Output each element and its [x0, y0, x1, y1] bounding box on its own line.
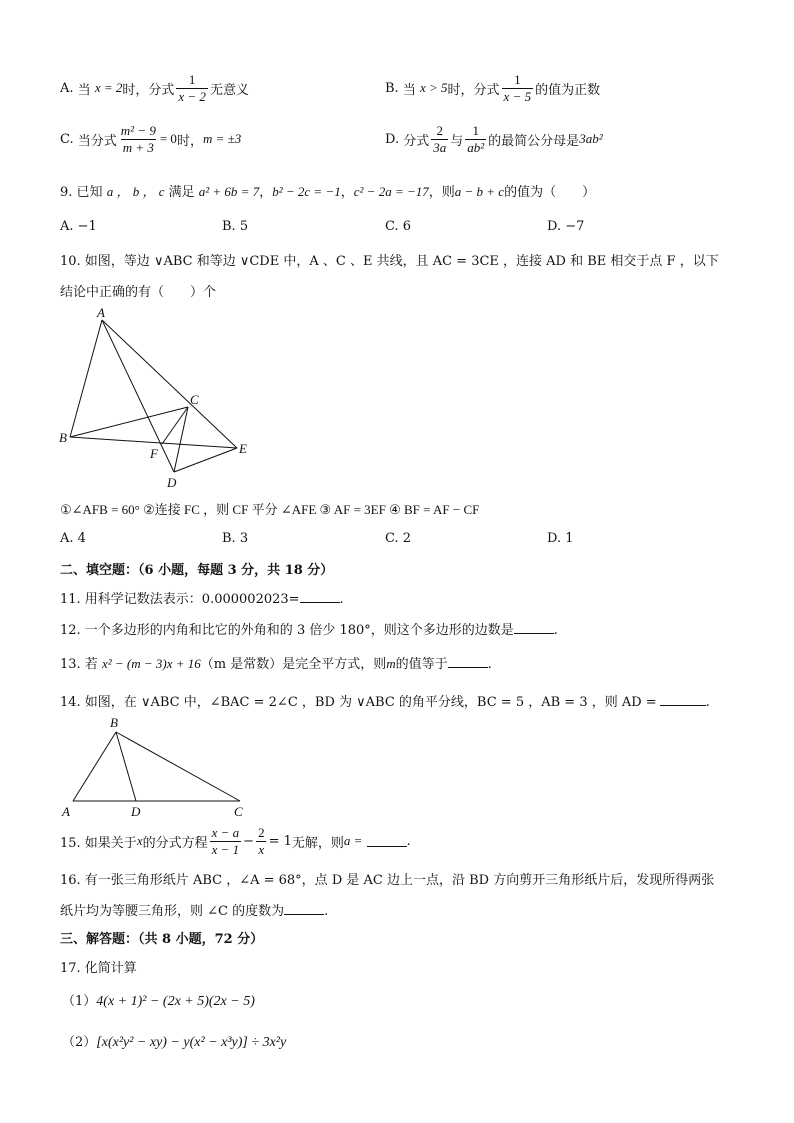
segment-ab: [73, 732, 116, 801]
answer-blank: [660, 694, 706, 706]
vertex-label-b: B: [110, 715, 118, 730]
vertex-label-d: D: [131, 804, 141, 819]
vertex-label-a: A: [97, 305, 105, 320]
segment-ae: [102, 320, 237, 448]
q15: 15. 如果关于 x 的分式方程 $\frac{x - a}{x - 1}$ − $\frac{2}{x}$ = 1 无解，则 a = .: [60, 824, 411, 857]
q10-option: B. 3: [222, 531, 249, 546]
q9-option: D. −7: [547, 219, 585, 234]
option-label: C.: [60, 131, 74, 147]
q10-stem-line1: 10. 如图，等边 ∨ABC 和等边 ∨CDE 中，A 、C 、E 共线，且 AC = 3CE ，连接 AD 和 BE 相交于点 F ，以下: [60, 254, 719, 269]
vertex-label-a: A: [62, 804, 70, 819]
vertex-label-c: C: [234, 804, 243, 819]
section-title-solve: 三、解答题：（共 8 小题，72 分）: [60, 932, 264, 947]
q13: 13. 若 x² − (m − 3)x + 16（m 是常数）是完全平方式，则m的值等于 .: [60, 656, 492, 672]
fraction: $\frac{\text{m² − 9}}{m + 3}$: [120, 122, 156, 155]
answer-blank: [448, 656, 488, 668]
q10-triangle-figure: [55, 305, 260, 490]
segment-ab: [70, 320, 102, 437]
vertex-label-d: D: [167, 475, 177, 490]
segment-bc: [116, 732, 240, 801]
vertex-label-e: E: [239, 441, 247, 456]
q9-option: C. 6: [385, 219, 412, 234]
fraction: $\frac{1}{x - 2}$: [178, 71, 206, 104]
q8-option-c: C. 当分式 $\frac{\text{m² − 9}}{m + 3}$ = 0 时， m = ±3: [60, 122, 242, 155]
q9-option: A. −1: [60, 219, 97, 234]
option-label: B.: [385, 80, 399, 96]
q9-option: B. 5: [222, 219, 249, 234]
segment-ad: [102, 320, 174, 472]
q17-title: 17. 化简计算: [60, 961, 137, 976]
fraction: $\frac{1}{x - 5}$: [503, 71, 532, 104]
q14: 14. 如图，在 ∨ABC 中，∠BAC = 2∠C ，BD 为 ∨ABC 的角平分线，BC = 5 ，AB = 3 ，则 AD = .: [60, 695, 710, 710]
q8-option-b: B. 当 x > 5 时，分式 $\frac{1}{x - 5}$ 的值为正数: [385, 71, 601, 104]
vertex-label-f: F: [150, 446, 158, 461]
q8-option-d: D. 分式 $\frac{2}{3a}$ 与 $\frac{1}{\text{ab²}}$ 的最简公分母是 3ab²: [385, 122, 603, 155]
fraction: $\frac{x - a}{x - 1}$: [211, 824, 240, 857]
q17-part2: （2）[x(x²y² − xy) − y(x² − x³y)] ÷ 3x²y: [62, 1035, 287, 1050]
fraction: $\frac{2}{x}$: [258, 824, 265, 857]
fraction: $\frac{1}{\text{ab²}}$: [467, 122, 485, 155]
section-title-fill-in: 二、填空题：（6 小题，每题 3 分，共 18 分）: [60, 563, 334, 578]
q16-line1: 16. 有一张三角形纸片 ABC ，∠A = 68°，点 D 是 AC 边上一点，沿 BD 方向剪开三角形纸片后，发现所得两张: [60, 873, 715, 888]
answer-blank: [300, 591, 340, 603]
segment-de: [174, 448, 237, 472]
q17-part1: （1）4(x + 1)² − (2x + 5)(2x − 5): [62, 994, 255, 1009]
answer-blank: [367, 835, 407, 847]
option-label: A.: [60, 80, 74, 96]
q12: 12. 一个多边形的内角和比它的外角和的 3 倍少 180°，则这个多边形的边数是 .: [60, 623, 558, 638]
answer-blank: [284, 903, 324, 915]
q11: 11. 用科学记数法表示：0.000002023= .: [60, 592, 344, 607]
q10-stem-line2: 结论中正确的有（ ）个: [60, 285, 217, 300]
fraction: $\frac{2}{3a}$: [433, 122, 447, 155]
q10-statements: ①∠AFB = 60° ②连接 FC ，则 CF 平分 ∠AFE ③ AF = 3EF ④ BF = AF − CF: [60, 502, 480, 517]
q10-option: D. 1: [547, 531, 574, 546]
q9-stem: 9. 已知 a ， b ， c 满足 a² + 6b = 7，b² − 2c = −1，c² − 2a = −17，则a − b + c的值为（ ）: [60, 184, 596, 200]
q14-triangle-figure: [60, 712, 260, 822]
q8-option-a: A. 当 x = 2 时，分式 $\frac{1}{x - 2}$ 无意义: [60, 71, 249, 104]
vertex-label-c: C: [190, 392, 199, 407]
q10-option: A. 4: [60, 531, 86, 546]
segment-bd: [116, 732, 136, 801]
answer-blank: [514, 622, 554, 634]
q16-line2: 纸片均为等腰三角形，则 ∠C 的度数为 .: [60, 904, 329, 919]
q10-option: C. 2: [385, 531, 412, 546]
vertex-label-b: B: [59, 430, 67, 445]
option-label: D.: [385, 131, 400, 147]
